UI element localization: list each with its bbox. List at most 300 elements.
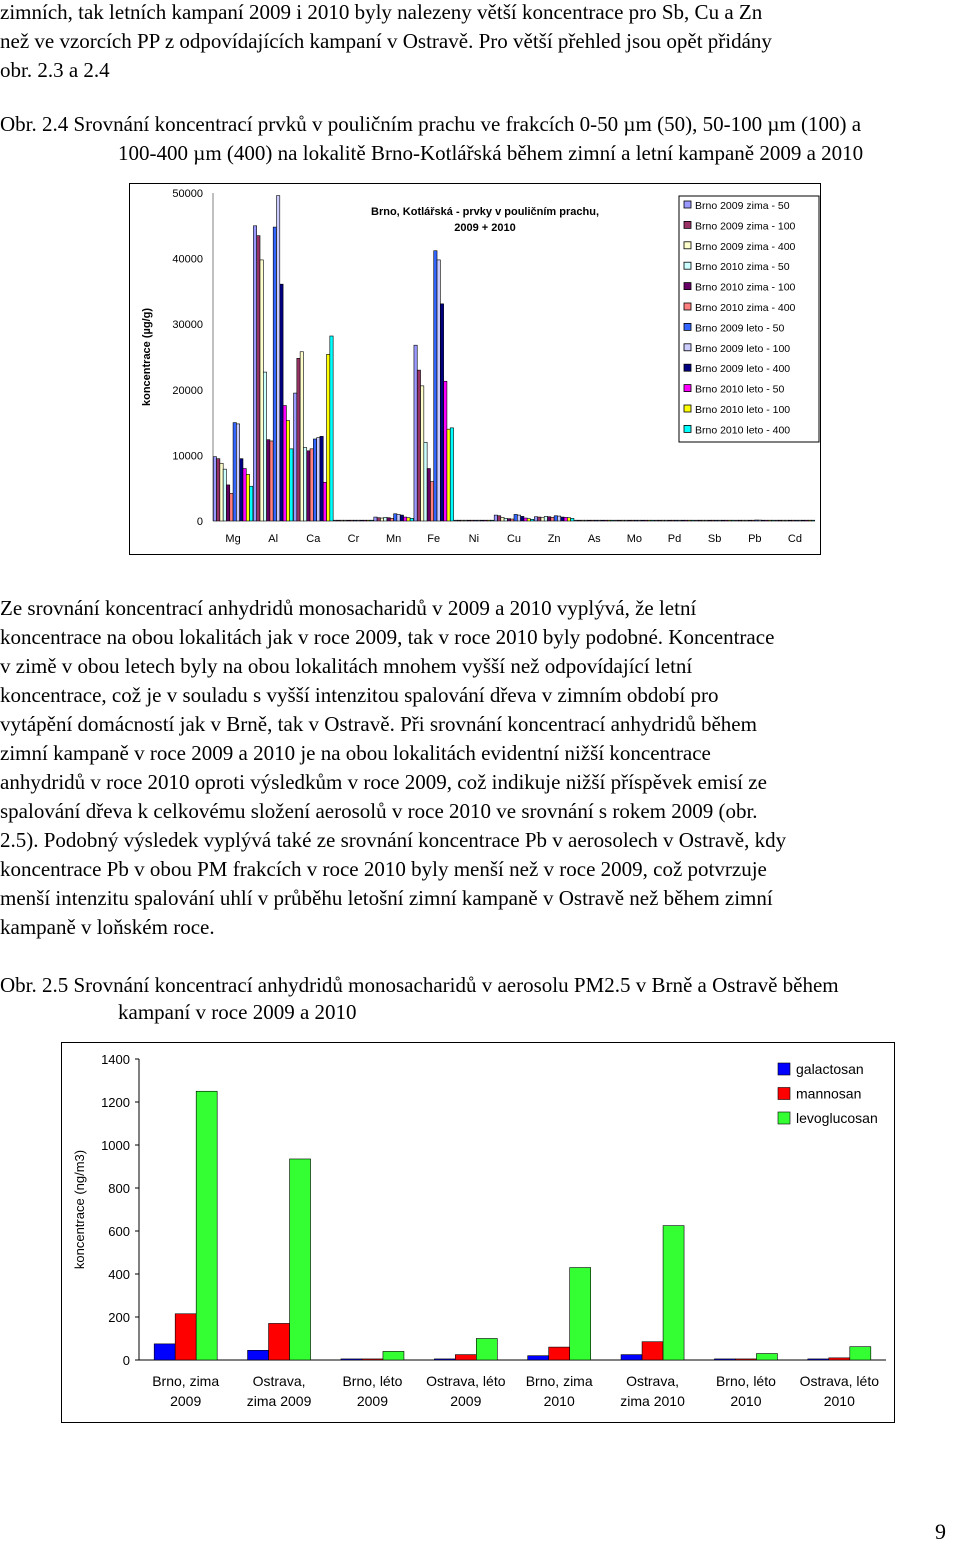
bar: [464, 520, 467, 521]
bar: [480, 520, 483, 521]
bar: [327, 354, 330, 521]
bar: [454, 520, 457, 521]
bar: [434, 1359, 455, 1360]
legend-swatch: [778, 1063, 790, 1075]
bar: [427, 469, 430, 521]
bar: [621, 1355, 642, 1360]
bar: [578, 520, 581, 521]
bar: [598, 520, 601, 521]
y-tick-label: 30000: [172, 319, 203, 332]
bar: [785, 520, 788, 521]
bar: [494, 515, 497, 521]
bar: [270, 441, 273, 521]
bar: [283, 406, 286, 521]
bar: [625, 520, 628, 521]
y-tick-label: 20000: [172, 384, 203, 397]
bar: [437, 260, 440, 521]
legend-swatch: [684, 385, 691, 392]
bar: [217, 459, 220, 521]
x-tick-label: Cr: [347, 533, 360, 545]
x-tick-label: Brno, zima: [152, 1373, 220, 1389]
bar: [267, 440, 270, 521]
bar: [742, 520, 745, 521]
legend-swatch: [778, 1112, 790, 1124]
bar: [548, 517, 551, 521]
bar: [748, 520, 751, 521]
legend-label: Brno 2010 zima - 50: [695, 261, 790, 274]
bar: [528, 1356, 549, 1360]
intro-line: než ve vzorcích PP z odpovídajících kampaní v Ostravě. Pro větší přehled jsou opět přidány: [0, 29, 772, 53]
bar: [511, 519, 514, 521]
bar: [738, 520, 741, 521]
bar: [320, 436, 323, 521]
bar: [330, 336, 333, 521]
bar: [344, 520, 347, 521]
legend-swatch: [684, 201, 691, 208]
bar: [476, 1339, 497, 1361]
bar: [557, 516, 560, 521]
bar: [808, 1359, 829, 1360]
bar: [269, 1323, 290, 1360]
body-line: vytápění domácností jak v Brně, tak v Ostravě. Při srovnání koncentrací anhydridů během: [0, 712, 757, 736]
y-axis-label: koncentrace (ng/m3): [72, 1149, 87, 1270]
bar: [360, 520, 363, 521]
bar: [196, 1091, 217, 1360]
bar: [544, 516, 547, 521]
bar: [230, 493, 233, 521]
x-tick-label: Mg: [225, 533, 241, 545]
bar: [390, 518, 393, 521]
bar: [280, 284, 283, 521]
bar: [792, 520, 795, 521]
x-tick-label: Ni: [468, 533, 480, 545]
bar: [684, 520, 687, 521]
x-tick-label: Sb: [707, 533, 722, 545]
bar: [323, 482, 326, 521]
x-tick-label: zima 2010: [620, 1393, 685, 1409]
bar: [698, 520, 701, 521]
x-tick-label: Cd: [787, 533, 802, 545]
x-tick-label: 2009: [450, 1393, 482, 1409]
bar: [771, 520, 774, 521]
x-tick-label: Pd: [667, 533, 682, 545]
chart-anhydrides: [61, 1042, 895, 1423]
bar: [310, 449, 313, 521]
bar: [223, 469, 226, 521]
bar: [665, 520, 668, 521]
bar: [467, 520, 470, 521]
bar: [731, 520, 734, 521]
chart-elements-svg: [130, 184, 822, 556]
bar: [691, 520, 694, 521]
page-number: 9: [935, 1519, 946, 1544]
bar: [313, 439, 316, 521]
bar: [383, 1351, 404, 1360]
body-line: anhydridů v roce 2010 oproti výsledkům v roce 2009, což indikuje nižší příspěvek emisí ze: [0, 770, 767, 794]
bar: [611, 520, 614, 521]
y-tick-label: 40000: [172, 253, 203, 266]
bar: [362, 1359, 383, 1360]
caption-line: Obr. 2.4 Srovnání koncentrací prvků v pouličním prachu ve frakcích 0-50 µm (50), 50-100 µm (100) a: [0, 112, 862, 136]
legend-label: galactosan: [796, 1061, 864, 1077]
bar: [400, 515, 403, 521]
bar: [802, 520, 805, 521]
bar: [644, 520, 647, 521]
bar: [788, 520, 791, 521]
legend-label: Brno 2009 leto - 400: [695, 363, 791, 376]
bar: [708, 520, 711, 521]
bar: [250, 486, 253, 521]
figure-2-4-caption: [0, 110, 957, 168]
x-tick-label: Al: [268, 533, 279, 545]
body-line: kampaně v loňském roce.: [0, 915, 215, 939]
bar: [721, 520, 724, 521]
bar: [521, 516, 524, 521]
bar: [517, 515, 520, 521]
bar: [735, 520, 738, 521]
legend-swatch: [684, 323, 691, 330]
bar: [154, 1344, 175, 1360]
bar: [705, 520, 708, 521]
bar: [655, 520, 658, 521]
y-tick-label: 800: [108, 1181, 130, 1196]
bar: [715, 520, 718, 521]
bar: [524, 518, 527, 521]
bar: [363, 520, 366, 521]
bar: [377, 518, 380, 521]
bar: [294, 393, 297, 521]
bar: [457, 520, 460, 521]
bar: [394, 514, 397, 521]
bar: [615, 520, 618, 521]
bar: [570, 1268, 591, 1360]
bar: [782, 520, 785, 521]
bar: [755, 520, 758, 521]
bar: [765, 520, 768, 521]
y-tick-label: 600: [108, 1224, 130, 1239]
chart-title-line: 2009 + 2010: [454, 222, 516, 234]
bar: [404, 517, 407, 521]
bar: [588, 520, 591, 521]
y-tick-label: 1200: [101, 1095, 130, 1110]
bar: [246, 474, 249, 521]
body-line: koncentrace, což je v souladu s vyšší intenzitou spalování dřeva v zimním období pro: [0, 683, 719, 707]
bar: [756, 1354, 777, 1360]
bar: [531, 519, 534, 521]
bar: [444, 381, 447, 521]
x-tick-label: 2010: [730, 1393, 762, 1409]
bar: [434, 251, 437, 521]
bar: [638, 520, 641, 521]
bar: [718, 520, 721, 521]
bar: [551, 517, 554, 521]
body-line: koncentrace na obou lokalitách jak v roce 2009, tak v roce 2010 byly podobné. Koncentrace: [0, 625, 775, 649]
bar: [430, 482, 433, 521]
bar: [367, 520, 370, 521]
bar: [410, 518, 413, 521]
bar: [641, 520, 644, 521]
bar: [273, 227, 276, 521]
x-tick-label: Brno, léto: [342, 1373, 403, 1389]
bar: [501, 517, 504, 521]
body-line: koncentrace Pb v obou PM frakcích v roce 2010 byly menší než v roce 2009, což potvrzuje: [0, 857, 767, 881]
bar: [341, 1359, 362, 1360]
legend-swatch: [684, 242, 691, 249]
x-tick-label: Brno, zima: [525, 1373, 593, 1389]
bar: [663, 1226, 684, 1360]
bar: [334, 520, 337, 521]
bar: [778, 520, 781, 521]
legend-label: Brno 2010 leto - 50: [695, 383, 785, 396]
x-tick-label: 2009: [356, 1393, 389, 1409]
x-tick-label: Zn: [547, 533, 561, 545]
x-tick-label: 2009: [170, 1393, 202, 1409]
y-tick-label: 400: [108, 1267, 130, 1282]
legend-label: Brno 2010 zima - 400: [695, 302, 796, 314]
bar: [534, 517, 537, 521]
bar: [651, 520, 654, 521]
bar: [591, 520, 594, 521]
bar: [514, 514, 517, 521]
bar: [440, 304, 443, 521]
legend-swatch: [684, 283, 691, 290]
legend-swatch: [684, 405, 691, 412]
legend-label: Brno 2009 zima - 50: [695, 200, 790, 212]
bar: [661, 520, 664, 521]
body-line: zimní kampaně v roce 2009 a 2010 je na obou lokalitách evidentní nižší koncentrace: [0, 741, 711, 765]
bar: [761, 520, 764, 521]
bar: [581, 520, 584, 521]
chart-anhydrides-svg: [62, 1043, 896, 1424]
bar: [357, 520, 360, 521]
bar: [775, 520, 778, 521]
bar: [678, 520, 681, 521]
x-tick-label: 2010: [543, 1393, 575, 1409]
bar: [527, 519, 530, 521]
bar: [455, 1355, 476, 1360]
bar: [213, 457, 216, 521]
legend-swatch: [684, 344, 691, 351]
y-tick-label: 10000: [172, 450, 203, 463]
bar: [681, 520, 684, 521]
bar: [561, 517, 564, 521]
legend-label: Brno 2009 zima - 400: [695, 240, 796, 253]
bar: [752, 520, 755, 521]
bar: [226, 485, 229, 521]
bar: [220, 463, 223, 521]
x-tick-label: Ostrava, léto: [426, 1373, 506, 1389]
bar: [490, 520, 493, 521]
bar: [477, 520, 480, 521]
bar: [277, 196, 280, 521]
bar: [805, 520, 808, 521]
bar: [384, 517, 387, 521]
x-tick-label: Brno, léto: [715, 1373, 776, 1389]
bar: [634, 520, 637, 521]
bar: [798, 520, 801, 521]
bar: [424, 442, 427, 521]
intro-line: zimních, tak letních kampaní 2009 i 2010 byly nalezeny větší koncentrace pro Sb, Cu a Zn: [0, 0, 763, 24]
legend-label: mannosan: [796, 1085, 862, 1102]
y-tick-label: 50000: [172, 188, 203, 200]
bar: [574, 520, 577, 521]
bar: [671, 520, 674, 521]
bar: [601, 520, 604, 521]
bar: [745, 520, 748, 521]
bar: [549, 1347, 570, 1360]
legend-swatch: [684, 425, 691, 432]
caption-line: Obr. 2.5 Srovnání koncentrací anhydridů monosacharidů v aerosolu PM2.5 v Brně a Ostravě během: [0, 973, 839, 997]
bar: [421, 386, 424, 521]
bar: [450, 428, 453, 521]
chart-elements-street-dust: [129, 183, 821, 555]
bar: [554, 516, 557, 521]
bar: [618, 520, 621, 521]
bar: [471, 520, 474, 521]
bar: [628, 520, 631, 521]
bar: [290, 1159, 311, 1360]
legend-label: Brno 2010 leto - 100: [695, 404, 791, 416]
bar: [487, 520, 490, 521]
bar: [604, 520, 607, 521]
bar: [642, 1342, 663, 1360]
bar: [347, 520, 350, 521]
bar: [233, 423, 236, 521]
y-tick-label: 200: [108, 1310, 130, 1325]
y-tick-label: 1400: [101, 1052, 130, 1067]
x-tick-label: Ostrava, léto: [799, 1373, 879, 1389]
bar: [811, 520, 814, 521]
bar: [397, 514, 400, 521]
legend-swatch: [684, 364, 691, 371]
bar: [507, 519, 510, 521]
body-line: Ze srovnání koncentrací anhydridů monosacharidů v 2009 a 2010 vyplývá, že letní: [0, 596, 697, 620]
legend-label: Brno 2009 leto - 100: [695, 342, 791, 355]
chart-title: [371, 206, 599, 234]
x-tick-label: Ca: [306, 533, 321, 545]
bar: [353, 520, 356, 521]
x-tick-label: Cu: [506, 533, 522, 545]
body-line: v zimě v obou letech byly na obou lokalitách mnohem vyšší než odpovídající letní: [0, 654, 693, 678]
bar: [407, 518, 410, 521]
bar: [303, 448, 306, 521]
bar: [340, 520, 343, 521]
bar: [701, 520, 704, 521]
x-tick-label: Fe: [427, 533, 441, 545]
bar: [461, 520, 464, 521]
legend-swatch: [684, 262, 691, 269]
bar: [688, 520, 691, 521]
bar: [290, 449, 293, 521]
bar: [829, 1358, 850, 1360]
bar: [387, 518, 390, 521]
body-line: 2.5). Podobný výsledek vyplývá také ze srovnání koncentrace Pb v aerosolech v Ostravě, kdy: [0, 828, 787, 852]
bar: [240, 459, 243, 521]
bar: [414, 345, 417, 521]
bar: [631, 520, 634, 521]
bar: [243, 469, 246, 521]
bar: [795, 520, 798, 521]
bar: [675, 520, 678, 521]
bar: [607, 520, 610, 521]
bar: [253, 226, 256, 521]
bar: [260, 260, 263, 521]
bar: [768, 520, 771, 521]
y-tick-label: 1000: [101, 1138, 130, 1153]
x-tick-label: Pb: [748, 533, 762, 545]
legend-label: Brno 2009 zima - 100: [695, 220, 796, 233]
bar: [474, 520, 477, 521]
bar: [498, 516, 501, 521]
y-tick-label: 0: [196, 516, 203, 528]
y-tick-label: 0: [122, 1353, 130, 1368]
figure-2-5-caption: [0, 972, 957, 1026]
x-tick-label: zima 2009: [246, 1393, 312, 1409]
body-paragraph: [0, 594, 957, 942]
bar: [504, 518, 507, 521]
bar: [257, 236, 260, 521]
legend-swatch: [778, 1088, 790, 1100]
intro-paragraph: [0, 0, 957, 85]
x-tick-label: Ostrava,: [252, 1373, 306, 1389]
bar: [263, 372, 266, 521]
legend-label: Brno 2009 leto - 50: [695, 322, 785, 335]
bar: [380, 518, 383, 521]
bar: [350, 520, 353, 521]
legend-label: Brno 2010 zima - 100: [695, 281, 796, 294]
bar: [564, 517, 567, 521]
x-tick-label: Mn: [385, 533, 402, 545]
bar: [317, 438, 320, 521]
bar: [668, 520, 671, 521]
body-line: menší intenzitu spalování uhlí v průběhu letošní zimní kampaně v Ostravě než během zimní: [0, 886, 773, 910]
legend-swatch: [684, 303, 691, 310]
bar: [248, 1350, 269, 1360]
bar: [541, 518, 544, 521]
bar: [297, 358, 300, 521]
y-axis-label: koncentrace (µg/g): [141, 307, 153, 407]
bar: [621, 520, 624, 521]
bar: [236, 424, 239, 521]
bar: [808, 520, 811, 521]
x-tick-label: As: [587, 533, 601, 545]
x-tick-label: Ostrava,: [626, 1373, 680, 1389]
body-line: spalování dřeva k celkovému složení aerosolů v roce 2010 ve srovnání s rokem 2009 (obr.: [0, 799, 758, 823]
bar: [725, 520, 728, 521]
caption-line: 100-400 µm (400) na lokalitě Brno-Kotlářská během zimní a letní kampaně 2009 a 2010: [118, 141, 864, 165]
bar: [307, 451, 310, 521]
bar: [175, 1314, 196, 1360]
intro-line: obr. 2.3 a 2.4: [0, 58, 110, 82]
bar: [337, 520, 340, 521]
legend-swatch: [684, 221, 691, 228]
bar: [300, 352, 303, 521]
bar: [567, 518, 570, 521]
caption-line: kampaní v roce 2009 a 2010: [118, 1000, 357, 1024]
bar: [735, 1359, 756, 1360]
bar: [571, 518, 574, 521]
bar: [594, 520, 597, 521]
bar: [484, 520, 487, 521]
chart-title-line: Brno, Kotlářská - prvky v pouličním prachu,: [371, 206, 599, 218]
bar: [447, 429, 450, 521]
bar: [714, 1359, 735, 1360]
bar: [584, 520, 587, 521]
bar: [658, 520, 661, 521]
bar: [286, 421, 289, 521]
x-tick-label: 2010: [823, 1393, 855, 1409]
bar: [374, 517, 377, 521]
